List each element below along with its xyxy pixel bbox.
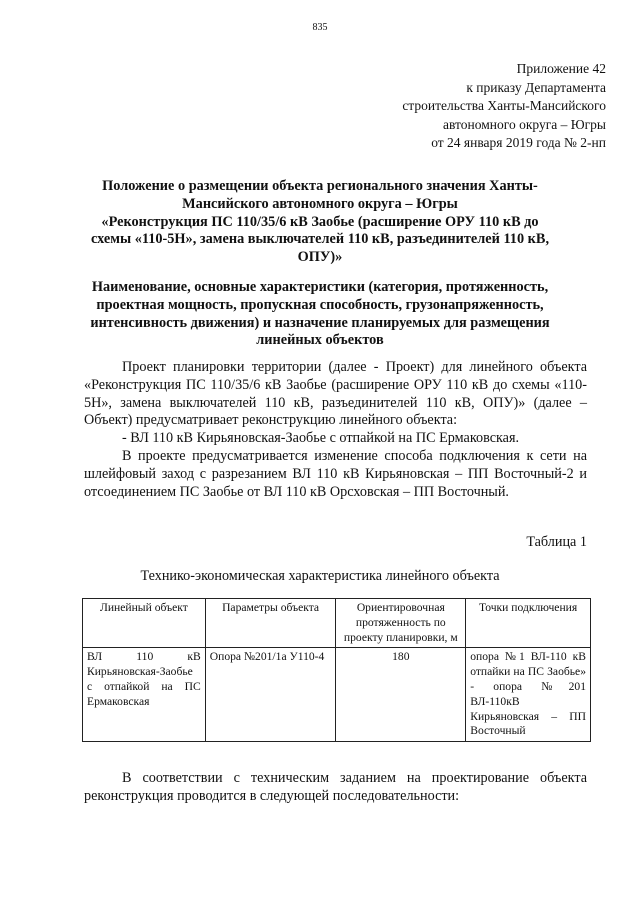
document-title [60, 178, 580, 267]
appendix-block [402, 60, 606, 153]
title-line: схемы «110-5Н», замена выключателей 110 кВ, разъединителей 110 кВ, [90, 231, 550, 248]
appendix-line: автономного округа – Югры [443, 116, 606, 132]
page-number: 835 [312, 22, 328, 33]
paragraph: В соответствии с техническим заданием на проектирование объекта реконструкция проводится в следующей последовательности: [84, 770, 587, 804]
bullet-item: - ВЛ 110 кВ Кирьяновская-Заобье с отпайкой на ПС Ермаковская. [122, 430, 520, 447]
body-text [84, 359, 587, 501]
column-header: Точки подключения [466, 599, 591, 648]
appendix-line: к приказу Департамента [466, 79, 606, 95]
appendix-line: строительства Ханты-Мансийского [402, 98, 606, 113]
table-cell: ВЛ 110 кВ Кирьяновская-Заобье с отпайкой на ПС Ермаковская [83, 648, 206, 742]
heading-line: интенсивность движения) и назначение планируемых для размещения [90, 314, 550, 331]
paragraph: В проекте предусматривается изменение способа подключения к сети на шлейфовый заход с разрезанием ВЛ 110 кВ Кирьяновская – ПП Восточный-2 и отсоединением ПС Заобье от ВЛ 110 кВ Орсховская – ПП Восточный. [84, 447, 587, 500]
title-line: Положение о размещении объекта регионального значения Ханты- [102, 178, 538, 194]
table-cell: 180 [336, 648, 466, 742]
heading-line: Наименование, основные характеристики (категория, протяженность, [91, 279, 549, 295]
paragraph: Проект планировки территории (далее - Проект) для линейного объекта «Реконструкция ПС 110/35/6 кВ Заобье (расширение ОРУ 110 кВ до схемы «110-5Н», замена выключателей 110 кВ, разъединителей 110 кВ, ОПУ)» (далее – Объект) предусматривает реконструкцию линейного объекта: [84, 359, 587, 429]
section-heading [60, 279, 580, 350]
appendix-line: Приложение 42 [516, 61, 606, 76]
title-line: Мансийского автономного округа – Югры [182, 195, 458, 212]
title-line: «Реконструкция ПС 110/35/6 кВ Заобье (расширение ОРУ 110 кВ до [101, 213, 539, 230]
title-line: ОПУ)» [297, 249, 343, 266]
table-cell: опора №1 ВЛ-110 кВ отпайки на ПС Заобье» - опора №201 ВЛ-110кВ Кирьяновская – ПП Восточный [466, 648, 591, 742]
column-header: Линейный объект [83, 599, 206, 648]
tech-table [82, 598, 591, 742]
table-row [83, 648, 591, 742]
column-header: Ориентировочная протяженность по проекту планировки, м [336, 599, 466, 648]
heading-line: проектная мощность, пропускная способность, грузонапряженность, [96, 296, 544, 313]
column-header: Параметры объекта [205, 599, 336, 648]
table-header-row [83, 599, 591, 648]
heading-line: линейных объектов [256, 332, 384, 349]
appendix-line: от 24 января 2019 года № 2-нп [431, 135, 606, 150]
table-label: Таблица 1 [526, 534, 587, 550]
table-cell: Опора №201/1а У110-4 [205, 648, 336, 742]
closing-text [84, 770, 587, 806]
table-caption: Технико-экономическая характеристика линейного объекта [140, 568, 500, 584]
